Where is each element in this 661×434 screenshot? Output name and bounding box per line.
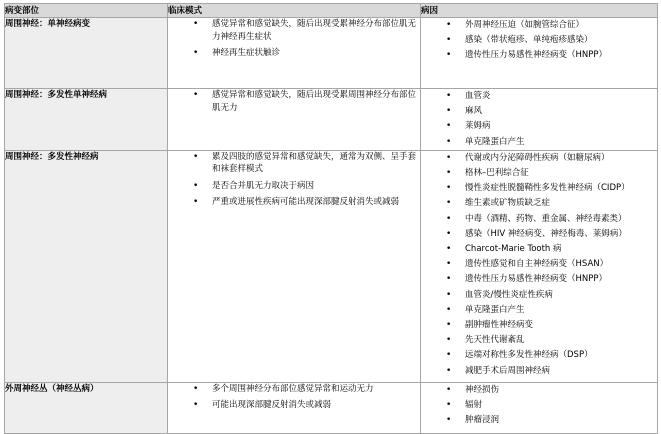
pattern-list (168, 89, 420, 114)
cause-item: • 维生素或矿物质缺乏症 (421, 196, 657, 211)
cause-item: • 遗传性压力易感性神经病变（HNPP） (421, 48, 657, 63)
pattern-item: • 累及四肢的感觉异常和感觉缺失，通常为双侧、呈手套和袜套样模式 (168, 151, 420, 176)
causes-list (421, 151, 657, 379)
cause-item: • 先天性代谢紊乱 (421, 333, 657, 348)
header-location: 病变部位 (5, 4, 168, 18)
causes-cell (421, 150, 658, 382)
cause-item: • 副肿瘤性神经病变 (421, 318, 657, 333)
pattern-item: • 是否合并肌无力取决于病因 (168, 180, 420, 193)
location-cell: 周围神经：单神经病变 (5, 18, 168, 89)
cause-item: • 麻风 (421, 104, 657, 119)
cause-item: • 格林–巴利综合征 (421, 166, 657, 181)
location-cell: 周围神经：多发性神经病 (5, 150, 168, 382)
cause-item: • 遗传性感觉和自主神经病变（HSAN） (421, 257, 657, 272)
location-cell: 周围神经：多发性单神经病 (5, 89, 168, 151)
causes-cell (421, 89, 658, 151)
cause-item: • 中毒（酒精、药物、重金属、神经毒素类） (421, 212, 657, 227)
cause-item: • 遗传性压力易感性神经病变（HNPP） (421, 272, 657, 287)
pattern-item: • 可能出现深部腱反射消失或减弱 (168, 399, 420, 412)
pattern-item: • 神经再生症状触诊 (168, 47, 420, 60)
cause-item: • 神经损伤 (421, 383, 657, 398)
causes-cell (421, 382, 658, 433)
location-cell: 外周神经丛（神经丛病） (5, 382, 168, 433)
table-row (5, 150, 658, 382)
pattern-item: • 多个周围神经分布部位感觉异常和运动无力 (168, 383, 420, 396)
cause-item: • 远端对称性多发性神经病（DSP） (421, 348, 657, 363)
etiology-table (4, 3, 658, 434)
table-row (5, 18, 658, 89)
header-clinical-pattern: 临床模式 (168, 4, 421, 18)
pattern-cell (168, 89, 421, 151)
causes-cell (421, 18, 658, 89)
cause-item: • 外周神经压迫（如腕管综合征） (421, 18, 657, 33)
pattern-item: • 严重或进展性疾病可能出现深部腱反射消失或减弱 (168, 196, 420, 209)
cause-item: • 感染（带状疱疹、单纯疱疹感染） (421, 33, 657, 48)
table-row (5, 382, 658, 433)
table-row (5, 89, 658, 151)
header-row (5, 4, 658, 18)
causes-list (421, 18, 657, 64)
cause-item: • 血管炎 (421, 89, 657, 104)
pattern-cell (168, 382, 421, 433)
cause-item: • 单克隆蛋白产生 (421, 303, 657, 318)
cause-item: • 感染（HIV 神经病变、神经梅毒、莱姆病） (421, 227, 657, 242)
cause-item: • 减肥手术后周围神经病 (421, 364, 657, 379)
cause-item: • 莱姆病 (421, 119, 657, 134)
cause-item: • Charcot-Marie Tooth 病 (421, 242, 657, 257)
cause-item: • 血管炎/慢性炎症性疾病 (421, 288, 657, 303)
cause-item: • 肿瘤浸润 (421, 413, 657, 428)
header-causes: 病因 (421, 4, 658, 18)
pattern-list (168, 383, 420, 412)
cause-item: • 代谢或内分泌障碍性疾病（如糖尿病） (421, 151, 657, 166)
pattern-list (168, 18, 420, 60)
cause-item: • 慢性炎症性脱髓鞘性多发性神经病（CIDP） (421, 181, 657, 196)
pattern-cell (168, 150, 421, 382)
causes-list (421, 383, 657, 429)
pattern-item: • 感觉异常和感觉缺失，随后出现受累神经分布部位肌无力神经再生症状 (168, 18, 420, 43)
cause-item: • 辐射 (421, 398, 657, 413)
causes-list (421, 89, 657, 150)
pattern-cell (168, 18, 421, 89)
pattern-item: • 感觉异常和感觉缺失，随后出现受累周围神经分布部位肌无力 (168, 89, 420, 114)
pattern-list (168, 151, 420, 209)
cause-item: • 单克隆蛋白产生 (421, 135, 657, 150)
